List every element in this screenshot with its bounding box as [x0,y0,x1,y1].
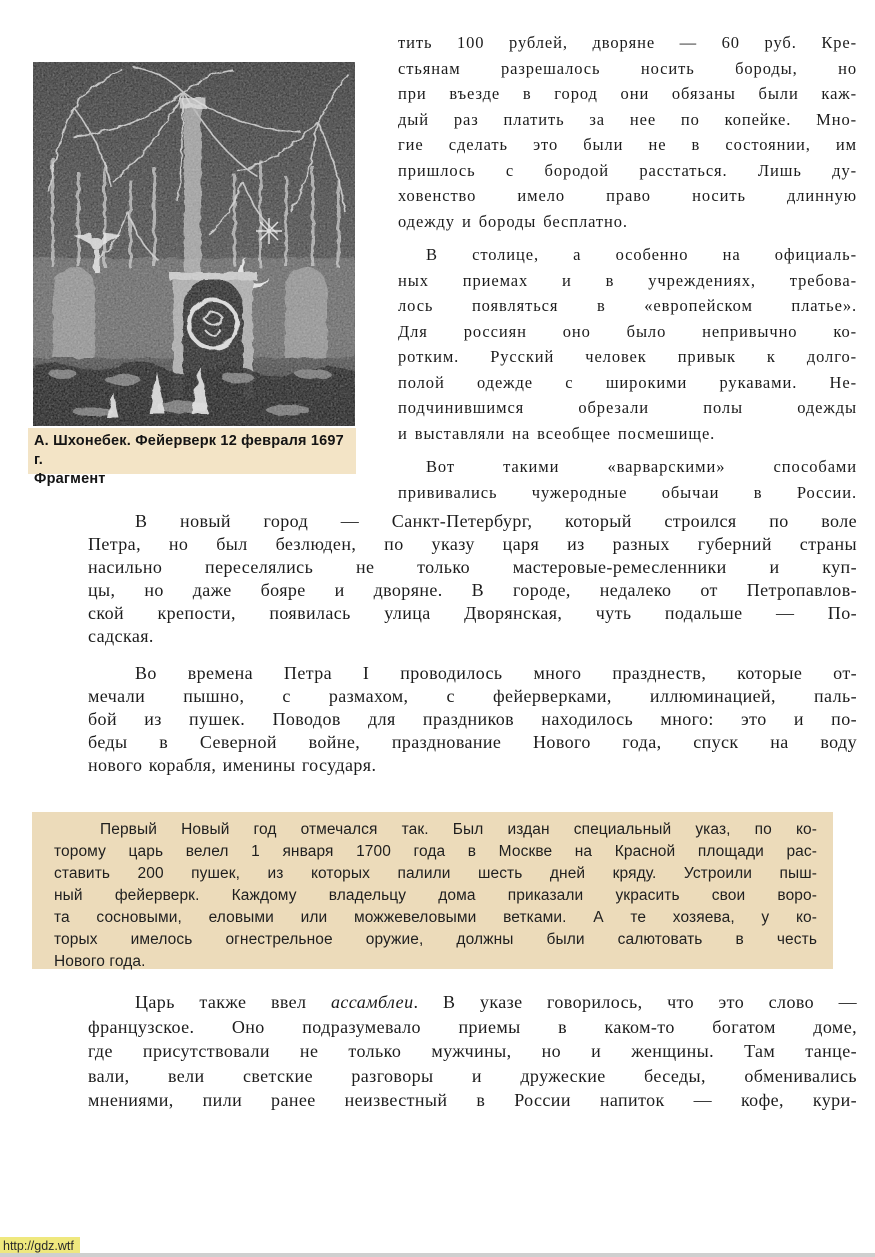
watermark-url: http://gdz.wtf [0,1237,80,1255]
text-line: Для россиян оно было непривычно ко- [398,321,857,341]
text-line: стьянам разрешалось носить бороды, но [398,58,857,78]
text-line: насильно переселялись не только мастеровые-ремесленники и куп- [88,557,857,577]
text-line: французское. Оно подразумевало приемы в каком-то богатом доме, [88,1016,857,1037]
text-line: торых имелось огнестрельное оружие, должны были салютовать в честь [54,931,817,948]
text-line: ротким. Русский человек привык к долго- [398,347,857,366]
text-line: Нового года. [54,953,146,970]
fireworks-engraving-art [33,62,355,426]
paragraph-saint-petersburg [88,510,857,648]
right-column [398,30,857,505]
text-line: Царь также ввел ассамблеи. В указе говорилось, что это слово — [135,992,857,1012]
text-line: В столице, а особенно на официаль- [426,245,857,264]
scan-edge-strip [0,1253,875,1257]
text-line: прививались чужеродные обычаи в России. [398,482,857,502]
text-line: пришлось с бородой расстаться. Лишь ду- [398,160,857,180]
paragraph-assemblies [88,990,857,1113]
paragraph-beard-tax [398,30,857,234]
text-line: где присутствовали не только мужчины, но и женщины. Там танце- [88,1041,857,1061]
text-line: Первый Новый год отмечался так. Был издан специальный указ, по ко- [100,821,817,838]
text-line: ный фейерверк. Каждому владельцу дома приказали украсить свои воро- [54,887,817,904]
body-text-lower [88,990,857,1113]
text-line: садская. [88,626,154,646]
text-line: подчинившимся обрезали полы одежды [398,398,857,417]
text-line: лось появляться в «европейском платье». [398,296,857,315]
text-line: одежду и бороды бесплатно. [398,211,628,231]
text-line: бой из пушек. Поводов для праздников находилось много: это и по- [88,709,857,729]
body-text-upper [88,510,857,777]
text-line: дый раз платить за нее по копейке. Мно- [398,109,857,129]
text-line: ховенство имело право носить длинную [398,186,857,205]
text-line: вали, вели светские разговоры и дружеские беседы, обменивались [88,1065,857,1086]
paragraph-barbaric-ways [398,454,857,505]
text-line: ской крепости, появилась улица Дворянская, чуть подальше — По- [88,603,857,623]
text-line: торому царь велел 1 января 1700 года в Москве на Красной площади рас- [54,843,817,860]
text-line: цы, но даже бояре и дворяне. В городе, недалеко от Петропавлов- [88,580,857,600]
text-line: полой одежде с широкими рукавами. Не- [398,372,857,392]
text-line: при въезде в город они обязаны были каж- [398,84,857,103]
figure-caption [28,428,356,487]
text-line: нового корабля, именины государя. [88,755,377,775]
text-line: ных приемах и в учреждениях, требова- [398,270,857,290]
text-line: В новый город — Санкт-Петербург, который строился по воле [135,511,857,531]
text-line: Во времена Петра I проводилось много празднеств, которые от- [135,663,857,683]
fireworks-engraving [33,62,355,426]
paragraph-festivities [88,662,857,777]
figure-caption-line1: А. Шхонебек. Фейерверк 12 февраля 1697 г. [34,433,344,468]
paragraph-european-dress [398,242,857,446]
text-line: гие сделать это были не в состоянии, им [398,135,857,154]
text-line: мечали пышно, с размахом, с фейерверками, иллюминацией, паль- [88,686,857,706]
text-line: Петра, но был безлюден, по указу царя из разных губерний страны [88,534,857,554]
text-line: ставить 200 пушек, из которых палили шесть дней кряду. Устроили пыш- [54,865,817,882]
text-line: Вот такими «варварскими» способами [426,457,857,476]
text-line: та сосновыми, еловыми или можжевеловыми ветками. А те хозяева, у ко- [54,909,817,926]
new-year-insert-box [32,812,833,969]
text-line: беды в Северной войне, празднование Нового года, спуск на воду [88,732,857,752]
text-line: тить 100 рублей, дворяне — 60 руб. Кре- [398,33,857,52]
text-line: и выставляли на всеобщее посмешище. [398,423,716,443]
figure-caption-line2: Фрагмент [34,471,106,487]
text-line: мнениями, пили ранее неизвестный в России напиток — кофе, кури- [88,1090,857,1110]
